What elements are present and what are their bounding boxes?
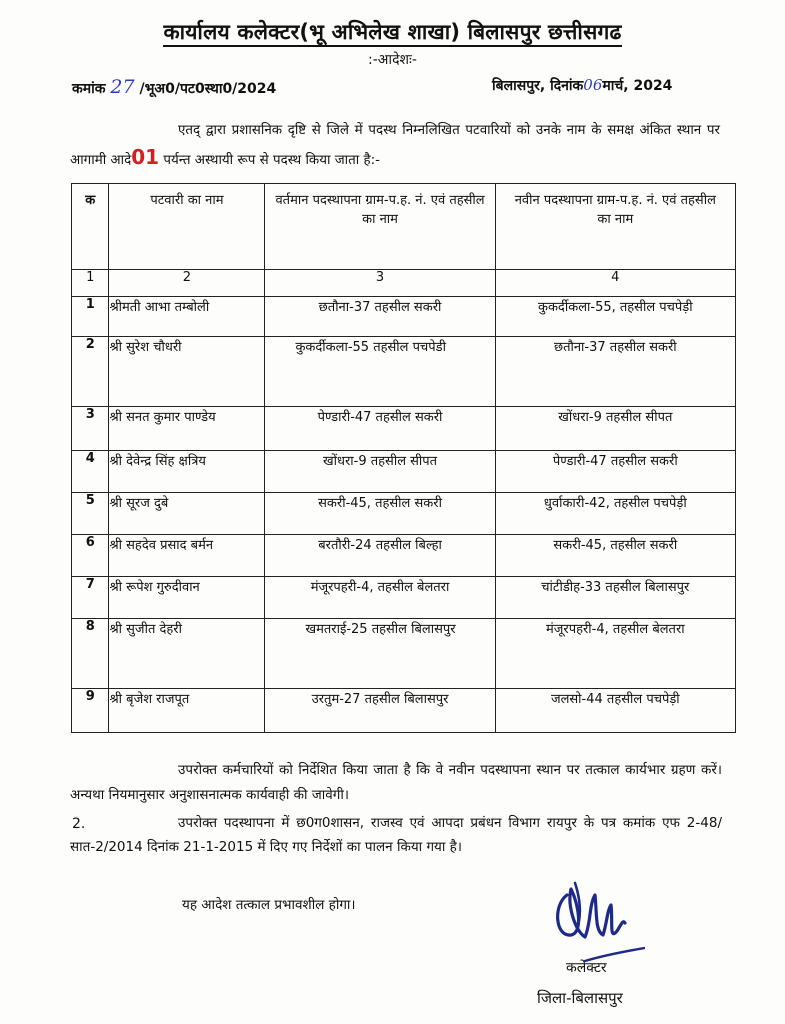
patwari-name: श्री सहदेव प्रसाद बर्मन xyxy=(109,535,265,577)
current-posting: पेण्डारी-47 तहसील सकरी xyxy=(265,407,495,451)
patwari-name: श्री सूरज दुबे xyxy=(109,493,265,535)
row-serial: 2 xyxy=(72,337,109,407)
table-row xyxy=(72,689,736,733)
table-row xyxy=(72,619,736,689)
order-number-line xyxy=(72,76,276,98)
new-posting: जलसो-44 तहसील पचपेड़ी xyxy=(495,689,735,733)
current-posting: छतौना-37 तहसील सकरी xyxy=(265,297,495,337)
column-number-row xyxy=(72,270,736,297)
patwari-name: श्री देवेन्द्र सिंह क्षत्रिय xyxy=(109,451,265,493)
new-posting: कुकर्दीकला-55, तहसील पचपेड़ी xyxy=(495,297,735,337)
table-row xyxy=(72,493,736,535)
patwari-name: श्री सनत कुमार पाण्डेय xyxy=(109,407,265,451)
instruction-paragraph: उपरोक्त कर्मचारियों को निर्देशित किया जाता है कि वे नवीन पदस्थापना स्थान पर तत्काल कार्यभार ग्रहण करें। अन्यथा नियमानुसार अनुशासनात्मक कार्यवाही की जावेगी। xyxy=(70,762,722,803)
column-number: 4 xyxy=(495,270,735,297)
intro-text-after: पर्यन्त अस्थायी रूप से पदस्थ किया जाता है:- xyxy=(159,153,380,168)
patwari-name: श्रीमती आभा तम्बोली xyxy=(109,297,265,337)
new-posting: छतौना-37 तहसील सकरी xyxy=(495,337,735,407)
current-posting: खोंधरा-9 तहसील सीपत xyxy=(265,451,495,493)
office-title xyxy=(0,18,785,46)
table-header-row xyxy=(72,184,736,270)
new-posting: धुर्वाकारी-42, तहसील पचपेड़ी xyxy=(495,493,735,535)
table-row xyxy=(72,577,736,619)
row-serial: 4 xyxy=(72,451,109,493)
row-serial: 5 xyxy=(72,493,109,535)
table-row xyxy=(72,337,736,407)
table-row xyxy=(72,407,736,451)
column-number: 3 xyxy=(265,270,495,297)
new-posting: सकरी-45, तहसील सकरी xyxy=(495,535,735,577)
new-posting: चांटीडीह-33 तहसील बिलासपुर xyxy=(495,577,735,619)
compliance-paragraph: उपरोक्त पदस्थापना में छ0ग0शासन, राजस्व एवं आपदा प्रबंधन विभाग रायपुर के पत्र कमांक एफ 2-48/सात-2/2014 दिनांक 21-1-2015 में दिए गए निर्देशों का पालन किया गया है। xyxy=(70,815,722,855)
header-serial: क xyxy=(72,184,109,270)
handwritten-signature xyxy=(545,875,645,965)
new-posting: मंजूरपहरी-4, तहसील बेलतरा xyxy=(495,619,735,689)
row-serial: 6 xyxy=(72,535,109,577)
current-posting: खमतराई-25 तहसील बिलासपुर xyxy=(265,619,495,689)
order-prefix: कमांक xyxy=(72,81,106,97)
header-patwari-name: पटवारी का नाम xyxy=(109,184,265,270)
paragraph-number: 2. xyxy=(72,816,86,832)
header-new-posting: नवीन पदस्थापना ग्राम-प.ह. नं. एवं तहसील का नाम xyxy=(495,184,735,270)
row-serial: 7 xyxy=(72,577,109,619)
date-day-handwritten: 06 xyxy=(583,76,603,94)
patwari-name: श्री सुरेश चौधरी xyxy=(109,337,265,407)
table-row xyxy=(72,451,736,493)
row-serial: 3 xyxy=(72,407,109,451)
table-row xyxy=(72,297,736,337)
current-posting: उरतुम-27 तहसील बिलासपुर xyxy=(265,689,495,733)
signatory-district: जिला-बिलासपुर xyxy=(537,989,623,1007)
office-title-text: कार्यालय कलेक्टर(भू अभिलेख शाखा) बिलासपुर छत्तीसगढ xyxy=(163,20,621,47)
signatory-designation: कलेक्टर xyxy=(566,960,607,976)
order-number-handwritten: 27 xyxy=(110,76,135,98)
patwari-name: श्री सुजीत देहरी xyxy=(109,619,265,689)
header-current-posting: वर्तमान पदस्थापना ग्राम-प.ह. नं. एवं तहसील का नाम xyxy=(265,184,495,270)
row-serial: 1 xyxy=(72,297,109,337)
current-posting: मंजूरपहरी-4, तहसील बेलतरा xyxy=(265,577,495,619)
place-date-line xyxy=(492,76,672,95)
intro-paragraph xyxy=(70,118,720,174)
row-serial: 8 xyxy=(72,619,109,689)
order-heading: :-आदेशः- xyxy=(368,52,417,68)
effective-statement: यह आदेश तत्काल प्रभावशील होगा। xyxy=(182,897,356,913)
place-date-prefix: बिलासपुर, दिनांक xyxy=(492,78,584,94)
column-number: 2 xyxy=(109,270,265,297)
current-posting: बरतौरी-24 तहसील बिल्हा xyxy=(265,535,495,577)
red-ink-mark: 01 xyxy=(131,145,160,169)
patwari-name: श्री रूपेश गुरुदीवान xyxy=(109,577,265,619)
row-serial: 9 xyxy=(72,689,109,733)
posting-table xyxy=(71,183,736,733)
order-suffix: /भूअ0/पट0स्था0/2024 xyxy=(139,81,277,97)
current-posting: सकरी-45, तहसील सकरी xyxy=(265,493,495,535)
column-number: 1 xyxy=(72,270,109,297)
new-posting: खोंधरा-9 तहसील सीपत xyxy=(495,407,735,451)
patwari-name: श्री बृजेश राजपूत xyxy=(109,689,265,733)
new-posting: पेण्डारी-47 तहसील सकरी xyxy=(495,451,735,493)
table-row xyxy=(72,535,736,577)
current-posting: कुकर्दीकला-55 तहसील पचपेडी xyxy=(265,337,495,407)
date-rest: मार्च, 2024 xyxy=(602,78,673,94)
intro-text-before: एतद् द्वारा प्रशासनिक दृष्टि से जिले में पदस्थ निम्नलिखित पटवारियों को उनके नाम के समक्ष अंकित स्थान पर आगामी आदे xyxy=(70,123,720,168)
